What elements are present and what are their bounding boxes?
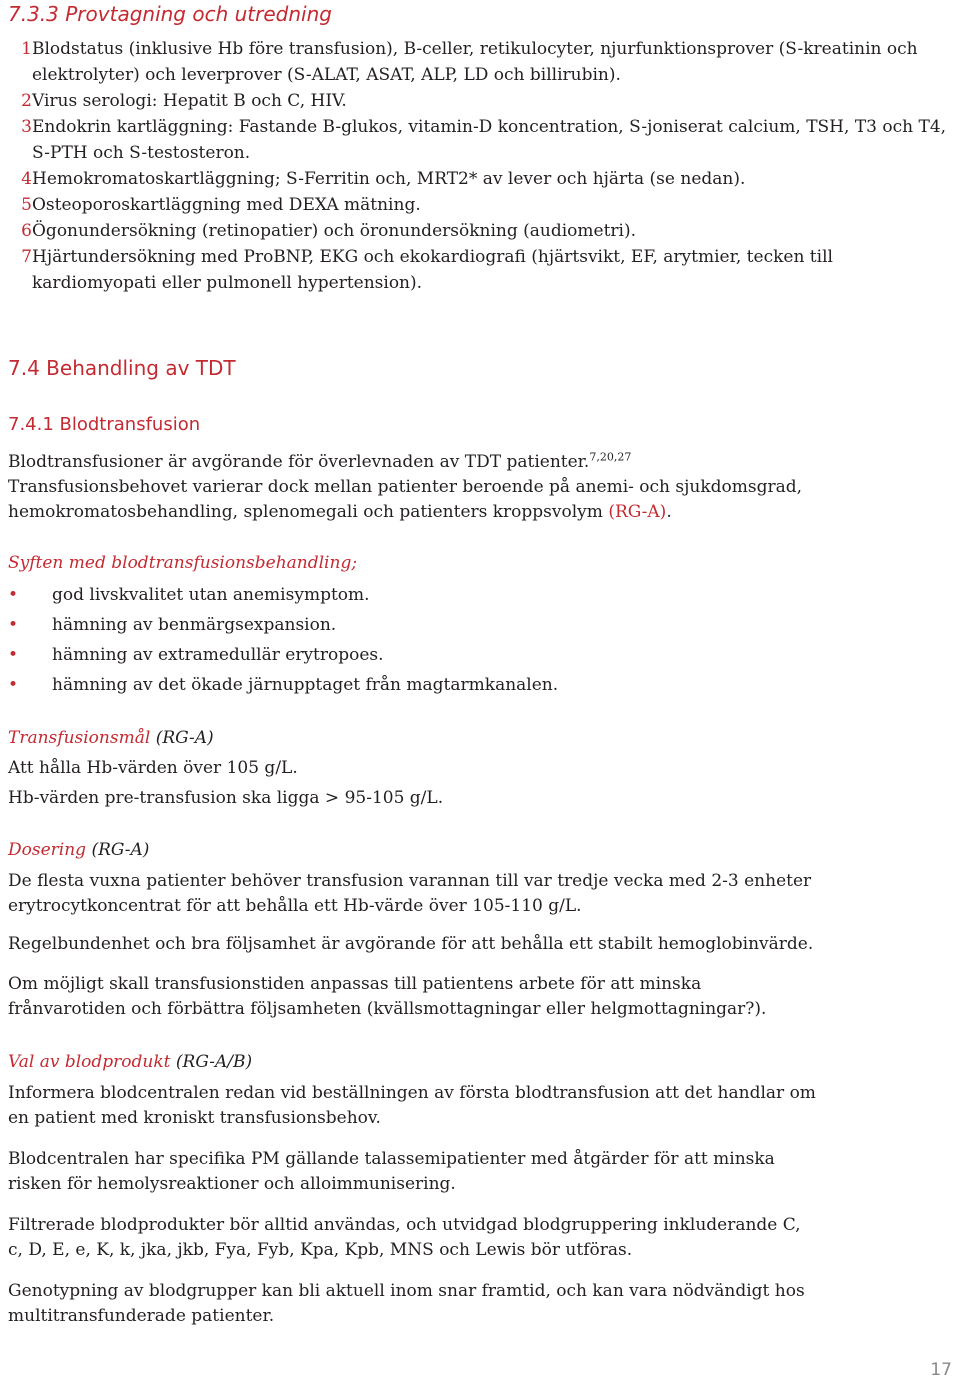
product-p1-line-2: en patient med kroniskt transfusionsbehov. xyxy=(8,1108,381,1128)
section-741-title: 7.4.1 Blodtransfusion xyxy=(8,414,201,435)
product-p2-line-1: Blodcentralen har specifika PM gällande talassemipatienter med åtgärder för att minska xyxy=(8,1149,775,1169)
citation-superscript: 7,20,27 xyxy=(589,450,632,464)
item-number: 3 xyxy=(21,117,32,137)
intro-line-3: hemokromatosbehandling, splenomegali och patienters kroppsvolym xyxy=(8,502,603,522)
product-section xyxy=(8,1050,952,1329)
product-heading: Val av blodprodukt xyxy=(8,1052,171,1072)
list-item xyxy=(8,218,952,244)
item-number: 7 xyxy=(21,247,32,267)
target-grade: (RG-A) xyxy=(155,728,214,748)
target-line-2: Hb-värden pre-transfusion ska ligga > 95-105 g/L. xyxy=(8,788,444,808)
bullet-icon: • xyxy=(8,615,19,635)
recommendation-grade: (RG-A) xyxy=(608,502,667,522)
item-text: Hjärtundersökning med ProBNP, EKG och ekokardiografi (hjärtsvikt, EF, arytmier, tecken till kardiomyopati eller pulmonell hypertension). xyxy=(32,247,833,293)
product-p2-line-2: risken för hemolysreaktioner och alloimmunisering. xyxy=(8,1174,456,1194)
product-p3-line-2: c, D, E, e, K, k, jka, jkb, Fya, Fyb, Kpa, Kpb, MNS och Lewis bör utföras. xyxy=(8,1240,633,1260)
section-733-title: 7.3.3 Provtagning och utredning xyxy=(8,2,332,26)
item-number: 2 xyxy=(21,91,32,111)
aim-text: god livskvalitet utan anemisymptom. xyxy=(52,585,370,605)
dosing-p3-line-1: Om möjligt skall transfusionstiden anpassas till patientens arbete för att minska xyxy=(8,974,702,994)
aim-text: hämning av benmärgsexpansion. xyxy=(52,615,337,635)
dosing-p2: Regelbundenhet och bra följsamhet är avgörande för att behålla ett stabilt hemoglobinvärde. xyxy=(8,934,814,954)
list-item xyxy=(8,192,952,218)
list-item xyxy=(8,244,952,296)
dosing-p3-line-2: frånvarotiden och förbättra följsamheten (kvällsmottagningar eller helgmottagningar?). xyxy=(8,999,767,1019)
item-text: Ögonundersökning (retinopatier) och öronundersökning (audiometri). xyxy=(32,221,637,241)
page-number: 17 xyxy=(930,1360,952,1380)
list-item xyxy=(8,166,952,192)
list-item xyxy=(8,88,952,114)
item-text: Endokrin kartläggning: Fastande B-glukos, vitamin-D koncentration, S-joniserat calcium, TSH, T3 och T4, S-PTH och S-testosteron. xyxy=(32,117,947,163)
list-item xyxy=(8,640,952,670)
target-section xyxy=(8,726,952,811)
dosing-p1-line-1: De flesta vuxna patienter behöver transfusion varannan till var tredje vecka med 2-3 enheter xyxy=(8,871,812,891)
investigation-list xyxy=(8,36,952,296)
list-item xyxy=(8,114,952,166)
list-item xyxy=(8,610,952,640)
target-heading: Transfusionsmål xyxy=(8,728,151,748)
list-item xyxy=(8,670,952,700)
item-number: 1 xyxy=(21,39,32,59)
section-74-title: 7.4 Behandling av TDT xyxy=(8,356,236,380)
product-p3-line-1: Filtrerade blodprodukter bör alltid användas, och utvidgad blodgruppering inkluderande C, xyxy=(8,1215,801,1235)
intro-line-2: Transfusionsbehovet varierar dock mellan patienter beroende på anemi- och sjukdomsgrad, xyxy=(8,477,803,497)
dosing-grade: (RG-A) xyxy=(91,840,150,860)
intro-line-1: Blodtransfusioner är avgörande för överlevnaden av TDT patienter. xyxy=(8,452,590,472)
intro-end: . xyxy=(666,502,672,522)
product-p4-line-1: Genotypning av blodgrupper kan bli aktuell inom snar framtid, och kan vara nödvändigt hos xyxy=(8,1281,805,1301)
item-text: Osteoporoskartläggning med DEXA mätning. xyxy=(32,195,421,215)
item-number: 4 xyxy=(21,169,32,189)
aim-text: hämning av det ökade järnupptaget från magtarmkanalen. xyxy=(52,675,559,695)
bullet-icon: • xyxy=(8,585,19,605)
transfusion-intro xyxy=(8,450,952,525)
aims-list xyxy=(8,580,952,700)
list-item xyxy=(8,580,952,610)
bullet-icon: • xyxy=(8,645,19,665)
product-p4-line-2: multitransfunderade patienter. xyxy=(8,1306,275,1326)
item-text: Virus serologi: Hepatit B och C, HIV. xyxy=(32,91,347,111)
dosing-p1-line-2: erytrocytkoncentrat för att behålla ett Hb-värde över 105-110 g/L. xyxy=(8,896,582,916)
aim-text: hämning av extramedullär erytropoes. xyxy=(52,645,384,665)
item-number: 6 xyxy=(21,221,32,241)
dosing-section xyxy=(8,838,952,1022)
dosing-heading: Dosering xyxy=(8,840,87,860)
product-grade: (RG-A/B) xyxy=(175,1052,253,1072)
list-item xyxy=(8,36,952,88)
item-text: Hemokromatoskartläggning; S-Ferritin och, MRT2* av lever och hjärta (se nedan). xyxy=(32,169,746,189)
aims-heading: Syften med blodtransfusionsbehandling; xyxy=(8,553,358,573)
item-number: 5 xyxy=(21,195,32,215)
target-line-1: Att hålla Hb-värden över 105 g/L. xyxy=(8,758,298,778)
bullet-icon: • xyxy=(8,675,19,695)
product-p1-line-1: Informera blodcentralen redan vid beställningen av första blodtransfusion att det handlar om xyxy=(8,1083,816,1103)
item-text: Blodstatus (inklusive Hb före transfusion), B-celler, retikulocyter, njurfunktionsprover (S-kreatinin och elektrolyter) och leverprover (S-ALAT, ASAT, ALP, LD och billirubin). xyxy=(32,39,918,85)
